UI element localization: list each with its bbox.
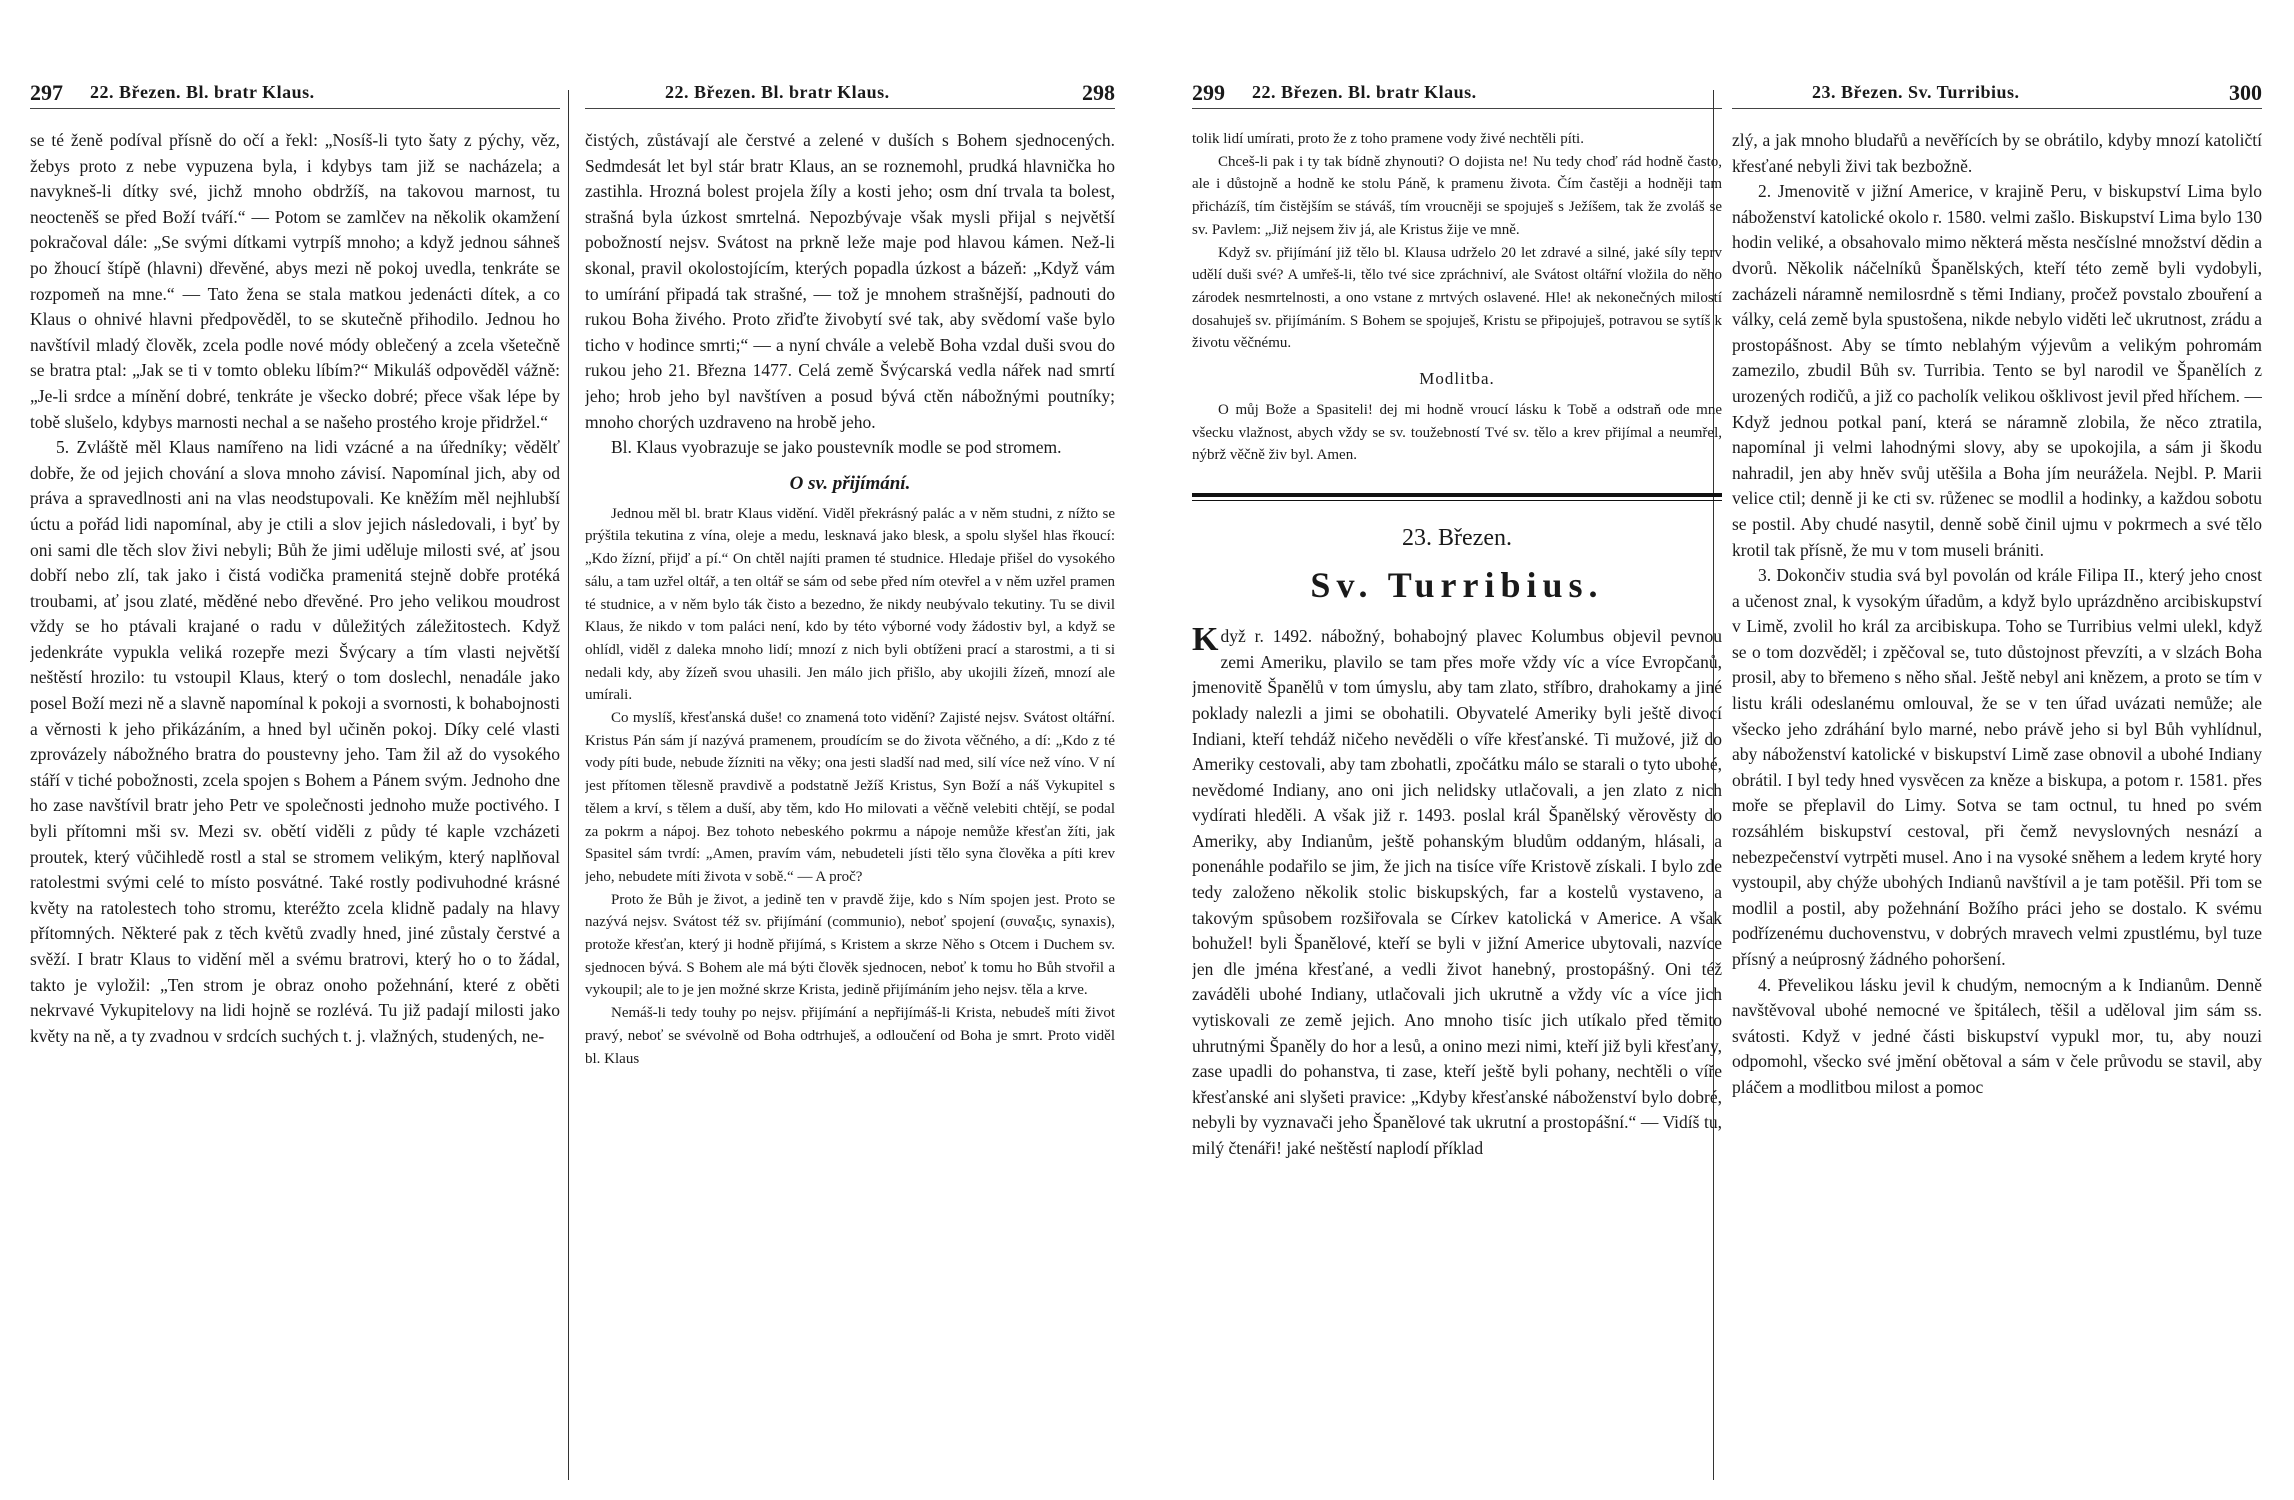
page-298-text (585, 128, 1115, 1480)
page-number: 297 (30, 80, 63, 105)
paragraph: Proto že Bůh je život, a jedině ten v pravdě žije, kdo s Ním spojen jest. Proto se nazývá nejsv. Svátost též sv. přijímání (communio), neboť spojení (συναξις, synaxis), protože křesťan, který ji hodně přijímá, s Kristem a skrze Něho s Otcem i Duchem sv. sjednocen bývá. S Bohem ale má býti člověk sjednocen, neboť k tomu ho Bůh stvořil a vykoupil; ale to je jen možné skrze Krista, jedině přijímáním jeho nejsv. těla a krve. (585, 891, 1115, 999)
paragraph: Když sv. přijímání již tělo bl. Klausa udrželo 20 let zdravé a silné, jaké síly teprv udělí duši své? A umřeš-li, tělo tvé sice zpráchniví, ale Svátost oltářní vložila do něho zárodek nesmrtelnosti, a ono vstane z mrtvých oslavené. Hle! ak nekonečných milostí dosahuješ sv. přijímáním. S Bohem se spojuješ, Kristu se připojuješ, potravou se sytíš k životu věčnému. (1192, 244, 1722, 352)
page-number: 299 (1192, 80, 1225, 105)
paragraph: Co myslíš, křesťanská duše! co znamená toto vidění? Zajisté nejsv. Svátost oltářní. Kristus Pán sám jí nazývá pramenem, proudícím se do života věčného, a dí: „Kdo z té vody píti bude, nebude žízniti na věky; ona jesti sladší nad med, silí více než víno. V ní jest přítomen tělesně pravdivě a podstatně Ježíš Kristus, Syn Boží a náš Vykupitel s tělem a krví, s tělem a duší, aby těm, kdo Ho milovati a věčně velebiti chtějí, se podal za pokrm a nápoj. Bez tohoto nebeského pokrmu a nápoje nemůže křesťan žíti, jak Spasitel sám tvrdí: „Amen, pravím vám, nebudeteli jísti tělo syna člověka a píti krev jeho, nebudete míti života v sobě.“ — A proč? (585, 710, 1115, 885)
right-page-spread (1147, 0, 2294, 1500)
page-header-298 (585, 80, 1115, 110)
running-title: 23. Březen. Sv. Turribius. (1812, 82, 2020, 102)
running-title: 22. Březen. Bl. bratr Klaus. (665, 82, 890, 102)
paragraph: 3. Dokončiv studia svá byl povolán od krále Filipa II., který jeho cnost a učenost znal, k vysokým úřadům, a když bylo uprázdněno arcibiskupství v Limě, zvolil ho král za arcibiskupa. Toho se Turribius velmi ulekl, když se o tom dozvěděl; i zpěčoval se, tuto důstojnost převzíti, a v slzách Boha prosil, aby to břemeno s něho sňal. Ještě nebyl ani knězem, a proto se tím v listu králi odeslanému omlouval, že se v ten úřad uvázati nemůže; ale všecko jeho zdráhání bylo marné, nebo právě jeho si byl Bůh vyhlídnul, aby náboženství katolické v biskupství Limě zase obnovil a ubohé Indiany obrátil. I byl tedy hned vysvěcen za kněze a biskupa, a potom r. 1581. přes moře se přeplavil do Limy. Sotva se tam octnul, tu hned po svém rozsáhlém biskupství cestoval, při čemž nevyslovných nesnází a nebezpečenství vytrpěti musel. Ano i na vysoké sněhem a ledem kryté hory vystoupil, aby chýže ubohých Indianů navštívil a je tam potěšil. Při tom se modlil a postil, aby požehnání Božího práci jeho se dostalo. K svému podřízenému duchovenstvu, v dobrých mravech velmi zpustlému, byl tuze přísný a neúprosný žádného pohoršení. (1732, 565, 2262, 969)
running-title: 22. Březen. Bl. bratr Klaus. (90, 82, 315, 102)
paragraph: Nemáš-li tedy touhy po nejsv. přijímání a nepřijímáš-li Krista, nebudeš míti život pravý, neboť se svévolně od Boha odtrhuješ, a odloučení od Boha je smrt. Proto viděl bl. Klaus (585, 1005, 1115, 1067)
page-number: 298 (1082, 80, 1115, 105)
paragraph-with-dropcap (1192, 621, 1722, 1161)
page-header-297 (30, 80, 560, 110)
paragraph-text: dyž r. 1492. nábožný, bohabojný plavec Kolumbus objevil pevnou zemi Ameriku, plavilo se tam přes moře vždy víc a více Evropčanů, jmenovitě Španělů v tom úmyslu, aby tam zlato, stříbro, drahokamy a jiné poklady nalezli a jimi se obohatili. Obyvatelé Ameriky byli ještě divocí Indiani, kteří tehdáž ničeho nevěděli o víře křesťanské. Ti mužové, již do Ameriky cestovali, aby tam zbohatli, zpočátku málo se starali o tyto ubohé, nevědomé Indiany, ano oni jich nelidsky utlačovali, a jen zlato z nich vydírati hleděli. A však již r. 1493. poslal král Španělský věrověsty do Ameriky, aby Indianům, ještě pohanským bludům oddaným, hlásali, a ponenáhle podařilo se jim, že jich na tisíce víře Kristově získali. I bylo zde tedy založeno několik stolic biskupských, far a kostelů vystaveno, a takovým spůsobem rozšiřovala se Církev katolická v Americe. A však bohužel! byli Španělové, kteří se byli v jižní Americe ubytovali, nazvíce jen dle jména křesťané, a vedli život hanebný, prostopášný. Oni též zaváděli ubohé Indiany, utlačovali jich ukrutně a vždy víc a více jich vytiskovali ze země jejich. Ano mnoho tisíc jich utíkalo před těmito uhrutnými Španěly do hor a lesů, a onino mezi nimi, kteří již byli křesťany, zase upadli do pohanstva, ti zase, kteří ještě byli pohany, nechtěli o víře křesťanské ani slyšeti pravice: „Kdyby křesťanské náboženství bylo dobré, nebyli by vyznavači jeho Španělové tak ukrutní a prostopášní.“ — Vidíš tu, milý čtenáři! jaké neštěstí naplodí příklad (1192, 626, 1722, 1159)
paragraph: 5. Zvláště měl Klaus namířeno na lidi vzácné a na úředníky; vědělť dobře, že od jejich chování a slova mnoho závisí. Napomínal jich, aby od práva a spravedlnosti ani na vlas neodstupovali. Ke kněžím měl nejhlubší úctu a pořád lidi napomínal, aby je ctili a slov jejich následovali, i byť by oni sami dle těch slov živi nebyli; Bůh že jimi uděluje milosti své, ať jsou dobří nebo zlí, tak jako i čistá vodička pramenitá stejně dobře protéká troubami, ať jsou zlaté, měděné nebo dřevěné. Pro jeho velikou moudrost vždy se ho ptávali krajané o radu v důležitých záležitostech. Když jedenkráte vypukla veliká rozepře mezi Švýcary a tím vlasti největší neštěstí hrozilo: tu vstoupil Klaus, který o tom doslechl, nenadále jako posel Boží mezi ně a slavně napomínal k pokoji a svornosti, k bohabojnosti a věrnosti k jeho přikázáním, a hned byl učiněn pokoj. Díky celé vlasti zprovázely nábožného bratra do poustevny jeho. Tam žil až do vysokého stáří v tiché pobožnosti, zcela spojen s Bohem a Pánem svým. Jednoho dne ho zase navštívil bratr jeho Petr ve společnosti jednoho muže poctivého. I byli přítomni mši sv. Mezi sv. obětí viděli z půdy té kaple vzcházeti proutek, který vůčihledě rostl a stal se stromem velikým, který naplňoval ratolestmi svými celé to místo posvátné. Také rostly podivuhodné krásné květy na ratolestech toho stromu, kteréžto zcela klidně padaly na hlavy přítomných. Některé pak z těch květů zvadly hned, jiné zůstaly čerstvé a svěží. I bratr Klaus to vidění měl a svému bratrovi, který ho o to žádal, takto je vyložil: „Ten strom je obraz onoho požehnání, které z oběti nekrvavé Vykupitelovy na lidi hojně se rozlévá. Tu již padají milosti jako květy na ně, a ty zvadnou v srdcích suchých t. j. vlažných, studených, ne- (30, 437, 560, 1046)
page-header-299 (1192, 80, 1722, 110)
section-rule (1192, 493, 1722, 497)
paragraph: tolik lidí umírati, proto že z toho pramene vody živé nechtěli píti. (1192, 131, 1584, 147)
paragraph: zlý, a jak mnoho bludařů a nevěřících by se obrátilo, kdyby mnozí katoličtí křesťané nebyli živi tak bezbožně. (1732, 130, 2262, 176)
saint-title: Sv. Turribius. (1310, 565, 1604, 606)
paragraph: Chceš-li pak i ty tak bídně zhynouti? O dojista ne! Nu tedy choď rád hodně často, ale i důstojně a hodně ke stolu Páně, k pramenu života. Čím častěji a hodněji tam přicházíš, tím čistějším se stáváš, tím vroucněji se spojuješ s Ježíšem, tak že zvoláš se sv. Pavlem: „Již nejsem živ já, ale Kristus žije ve mně. (1192, 153, 1722, 238)
paragraph: 2. Jmenovitě v jižní Americe, v krajině Peru, v biskupství Lima bylo náboženství katolické okolo r. 1580. velmi zašlo. Biskupství Lima bylo 130 hodin veliké, a obsahovalo mimo některá města nesčíslné množství dědin a dvorů. Několik náčelníků Španělských, kteří této země byli vydobyli, zacházeli náramně nemilosrdně s těmi Indiany, pročež povstalo zbouření a války, celá země byla spustošena, nikde nebylo viděti leč ukrutnost, zrádu a prostopášnost. Aby se tímto neblahým výjevům a velikým pohromám zamezilo, zbudil Bůh sv. Turribia. Tento se byl narodil ve Španělích z urozených rodičů, a již co pacholík velikou ošklivost jevil před hříchem. — Když jednou potkal paní, která se náramně zlobila, že něco ztratila, napomínal ji velmi lahodnými slovy, aby se upokojila, a sám ji škodu nahradil, jen aby hněv svůj utěšila a Boha jím neurážela. Nejbl. P. Marii velice ctil; denně ji ke cti sv. růženec se modlil a hodinky, a každou sobotu se postil. Aby chudé nasytil, denně sobě činil ujmu v pokrmech a své tělo krotil tak přísně, že mu v tom museli brániti. (1732, 181, 2262, 560)
page-300-text (1732, 128, 2262, 1480)
page-header-300 (1732, 80, 2262, 110)
prayer-text: O můj Bože a Spasiteli! dej mi hodně vroucí lásku k Tobě a odstraň ode mne všecku vlažnost, abych vždy se sv. toužebností Tvé sv. tělo a krev přijímal a neumřel, nýbrž věčně živ byl. Amen. (1192, 402, 1722, 464)
paragraph: Bl. Klaus vyobrazuje se jako poustevník modle se pod stromem. (611, 437, 1062, 458)
section-rule-thin (1192, 500, 1722, 501)
drop-cap: K (1192, 621, 1219, 659)
page-297-text (30, 128, 560, 1480)
section-title: O sv. přijímání. (789, 472, 911, 494)
paragraph: 4. Převelikou lásku jevil k chudým, nemocným a k Indianům. Denně navštěvoval ubohé nemocné ve špitálech, těšil a uděloval jim sám ss. svátosti. Když v jedné části biskupství vypukl mor, tu, aby nouzi odpomohl, všecko své jmění obětoval a sám v čele průvodu se stavil, aby pláčem a modlitbou milost a pomoc (1732, 974, 2262, 1097)
column-divider (568, 90, 569, 1480)
feast-date: 23. Březen. (1402, 525, 1512, 552)
paragraph: se té ženě podíval přísně do očí a řekl: „Nosíš-li tyto šaty z pýchy, věz, žebys proto z nebe vypuzena byla, i kdybys tam již se nacházela; a navykneš-li dítky své, jichž mnoho obdržíš, na takovou marnost, tu neocteněš se před Boží tváří.“ — Potom se zamlčev na několik okamžení pokračoval dále: „Se svými dítkami vytrpíš mnoho; a když jednou sáhneš po žhoucí štípě (hlavni) dřevěné, abys mezi ně pokoj uvedla, tenkráte se rozpomeň na mne.“ — Tato žena se stala matkou jedenácti dítek, a co Klaus o ohnivé hlavni předpověděl, to se skutečně přihodilo. Jednou ho navštívil mladý člověk, zcela podle nové módy oblečený a zcela všetečně se bratra ptal: „Jak se ti v tomto obleku líbím?“ Mikuláš odpověděl vážně: „Je-li srdce a mínění dobré, tenkráte je všecko dobré; přece však lépe by tobě slušelo, kdybys marnosti nechal a se našeho prostého kroje přidržel.“ (30, 130, 560, 432)
running-title: 22. Březen. Bl. bratr Klaus. (1252, 82, 1477, 102)
page-number: 300 (2229, 80, 2262, 105)
paragraph: čistých, zůstávají ale čerstvé a zelené v duších s Bohem sjednocených. Sedmdesát let byl stár bratr Klaus, an se roznemohl, prudká hlavnička ho zastihla. Hrozná bolest projela žíly a kosti jeho; osm dní trvala ta bolest, strašná byla úzkost smrtelná. Nepozbývaje však mysli přijal s největší pobožností nejsv. Svátost na prkně leže maje pod hlavou kámen. Než-li skonal, pravil okolostojícím, kterých popadla úzkost a bázeň: „Když vám to umírání připadá tak strašné, — tož je mnohem strašnější, padnouti do rukou Boha živého. Proto zřiďte živobytí své tak, aby svědomí vaše bylo ticho v hodince smrti;“ — a nyní chvále a velebě Boha vzdal duši svou do rukou jeho 21. Března 1477. Celá země Švýcarská vedla nářek nad smrtí jeho; hrob jeho byl navštíven a posud bývá ctěn nábožnými poutníky; mnoho chorých uzdraveno na hrobě jeho. (585, 130, 1115, 432)
paragraph: Jednou měl bl. bratr Klaus vidění. Viděl překrásný palác a v něm studni, z nížto se prýštila tekutina z vína, oleje a medu, lesknavá jako blesk, a spolu slyšel hlas řkoucí: „Kdo žízní, přijď a pí.“ On chtěl najíti pramen té studnice. Hledaje přišel do vysokého sálu, a tam uzřel oltář, a ten oltář se sám od sebe před ním otevřel a v něm uzřel pramen té studnice, a v něm bylo ták čisto a bezedno, že nikdy neubývalo tekutiny. Tu se divil Klaus, že nikdo v tom paláci není, kdo by této výborné vody žádostiv byl, a když se ohlídl, viděl z daleka mnoho lidí; mnozí z nich byli obtíženi prací a starostmi, a ti si nedali kdy, aby žízeň svou uhasili. Jen málo jich přišlo, aby ukojili žízeň, mnozí ale umírali. (585, 505, 1115, 704)
prayer-title: Modlitba. (1419, 369, 1495, 389)
page-299-text (1192, 128, 1722, 1480)
